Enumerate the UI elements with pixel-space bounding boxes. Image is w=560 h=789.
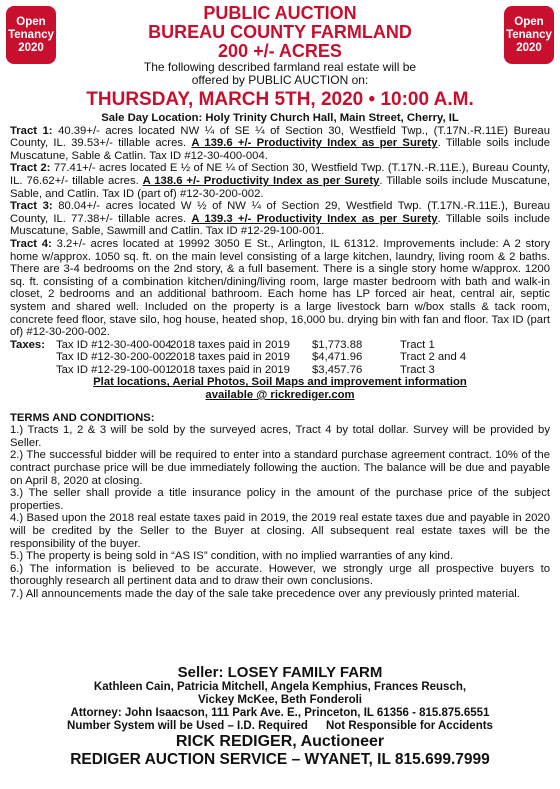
tract-label: Tract 3: (10, 200, 53, 213)
terms-item: 5.) The property is being sold in “AS IS” condition, with no implied warranties of any kind. (10, 550, 454, 563)
tax-id: Tax ID #12-30-400-004 (56, 338, 172, 351)
badge-line: Open (16, 15, 46, 28)
badge-line: 2020 (516, 41, 542, 54)
seller-name: Seller: LOSEY FAMILY FARM (177, 664, 383, 681)
badge-line: Open (514, 15, 544, 28)
header-intro-line1: The following described farmland real estate will be (143, 60, 417, 74)
tract-2 (10, 162, 550, 200)
header-subtitle: BUREAU COUNTY FARMLAND (148, 22, 412, 42)
auctioneer-name: RICK REDIGER, Auctioneer (175, 733, 385, 750)
tract-text: 80.04+/- acres located W ½ of NW ¼ of Section 29, Westfield Twp. (T.17N.-R.11E.), Bureau County, IL. 77.38+/- tillable acres. (10, 200, 550, 225)
productivity-index: A 138.6 +/- Productivity Index as per Surety (142, 174, 380, 187)
tract-label: Tract 4: (10, 237, 52, 250)
taxes-spacer (10, 351, 56, 364)
tract-1 (10, 125, 550, 163)
terms-item: 4.) Based upon the 2018 real estate taxes paid in 2019, the 2019 real estate taxes due and payable in 2020 will be credited by the Seller to the Buyer at closing. All subsequent real estate taxes will be the responsibility of the buyer. (10, 512, 550, 550)
plat-info-line1: Plat locations, Aerial Photos, Soil Maps and improvement information (93, 376, 467, 389)
seller-footer (0, 664, 560, 769)
tax-year: 2018 taxes paid in 2019 (170, 363, 290, 376)
terms-heading: TERMS AND CONDITIONS: (10, 411, 155, 424)
seller-family-names-2: Vickey McKee, Beth Fonderoli (197, 694, 363, 706)
open-tenancy-badge-left (6, 6, 56, 64)
badge-line: Tenancy (8, 28, 54, 41)
attorney-info: Attorney: John Isaacson, 111 Park Ave. E., Princeton, IL 61356 - 815.875.6551 (70, 707, 490, 719)
auction-service: REDIGER AUCTION SERVICE – WYANET, IL 815.699.7999 (70, 751, 490, 768)
open-tenancy-badge-right (504, 6, 554, 64)
taxes-label: Taxes: (10, 338, 45, 351)
productivity-index: A 139.6 +/- Productivity Index as per Surety (191, 137, 438, 150)
tax-id: Tax ID #12-29-100-001 (56, 363, 172, 376)
tract-4 (10, 238, 550, 339)
tract-3 (10, 200, 550, 238)
tax-amount: $3,457.76 (312, 363, 363, 376)
tax-amount: $1,773.88 (312, 338, 363, 351)
terms-item: 6.) The information is believed to be accurate. However, we strongly urge all prospective buyers to thoroughly research all pertinent data and to draw their own conclusions. (10, 562, 550, 588)
terms-item: 1.) Tracts 1, 2 & 3 will be sold by the surveyed acres, Tract 4 by total dollar. Survey will be provided by Seller. (10, 424, 550, 449)
tract-text-after: . Tillable soils include Muscatune, Sable, and Catlin. Tax ID (part of) #12-30-200-002. (10, 174, 551, 200)
tract-text-after: . Tillable soils include Muscatune, Sable, Sawmill and Catlin. Tax ID #12-29-100-001. (10, 212, 550, 238)
terms-item: 3.) The seller shall provide a title insurance policy in the amount of the purchase price of the subject properties. (10, 487, 550, 512)
tax-tract: Tract 3 (400, 363, 435, 376)
tract-label: Tract 2: (10, 162, 51, 175)
badge-line: 2020 (18, 41, 44, 54)
terms-section (10, 412, 550, 601)
tax-tract: Tract 2 and 4 (400, 351, 467, 364)
header-title: PUBLIC AUCTION (203, 3, 357, 23)
tract-text-after: . Tillable soils include Muscatune, Sable & Catlin. Tax ID #12-30-400-004. (10, 137, 550, 162)
plat-info-link[interactable]: available @ rickrediger.com (205, 389, 355, 402)
sale-location: Sale Day Location: Holy Trinity Church Hall, Main Street, Cherry, IL (101, 112, 459, 124)
tax-tract: Tract 1 (400, 338, 435, 351)
taxes-table (10, 339, 550, 377)
tract-label: Tract 1: (10, 124, 53, 137)
tax-amount: $4,471.96 (312, 351, 363, 364)
header-acres: 200 +/- ACRES (218, 41, 342, 61)
terms-item: 7.) All announcements made the day of the sale take precedence over any previously printed material. (10, 587, 520, 600)
flyer-body (10, 112, 550, 601)
number-system-notice: Number System will be Used – I.D. Required (67, 720, 308, 732)
tract-text: 3.2+/- acres located at 19992 3050 E St., Arlington, IL 61312. Improvements include: A 2 story home w/approx. 1050 sq. ft. on the main level consisting of a large kitchen, laundry, living room & 2 baths. There are 3-4 bedrooms on the 2nd story, & a full basement. There is a single story home w/approx. 1200 sq. ft. consisting of a combination kitchen/dining/living room, large master bedroom with bath and walk-in closet, 2 bedrooms and an additional bathroom. Each home has LP forced air heat, central air, septic system and shared well. Included on the property is a large livestock barn w/box stalls & tack room, concrete feed floor, stave silo, hog house, heated shop, 16,000 bu. drying bin with fan and floor. Tax ID (part of) #12-30-200-002. (10, 237, 550, 339)
seller-family-names: Kathleen Cain, Patricia Mitchell, Angela Kemphius, Frances Reusch, (93, 681, 467, 693)
notice-row (0, 720, 560, 733)
header (60, 4, 500, 87)
header-intro-line2: offered by PUBLIC AUCTION on: (191, 73, 369, 87)
tax-id: Tax ID #12-30-200-002 (56, 351, 172, 364)
tax-year: 2018 taxes paid in 2019 (170, 351, 290, 364)
terms-item: 2.) The successful bidder will be required to enter into a standard purchase agreement contract. 10% of the contract purchase price will be due immediately following the auction. The balance will be due and payable on April 8, 2020 at closing. (10, 449, 550, 487)
auction-date: THURSDAY, MARCH 5TH, 2020 • 10:00 A.M. (86, 89, 474, 110)
taxes-spacer (10, 364, 56, 377)
productivity-index: A 139.3 +/- Productivity Index as per Surety (191, 212, 438, 225)
tax-year: 2018 taxes paid in 2019 (170, 338, 290, 351)
accident-notice: Not Responsible for Accidents (325, 720, 493, 732)
tract-text: 77.41+/- acres located E ½ of NE ¼ of Section 30, Westfield Twp. (T.17N.-R.11E.), Bureau County, IL. 76.62+/- tillable acres. (10, 162, 550, 187)
badge-line: Tenancy (506, 28, 552, 41)
tract-text: 40.39+/- acres located NW ¼ of SE ¼ of Section 30, Westfield Twp., (T.17N.-R.11E) Bureau County, IL. 39.53+/- tillable acres. (10, 124, 550, 150)
